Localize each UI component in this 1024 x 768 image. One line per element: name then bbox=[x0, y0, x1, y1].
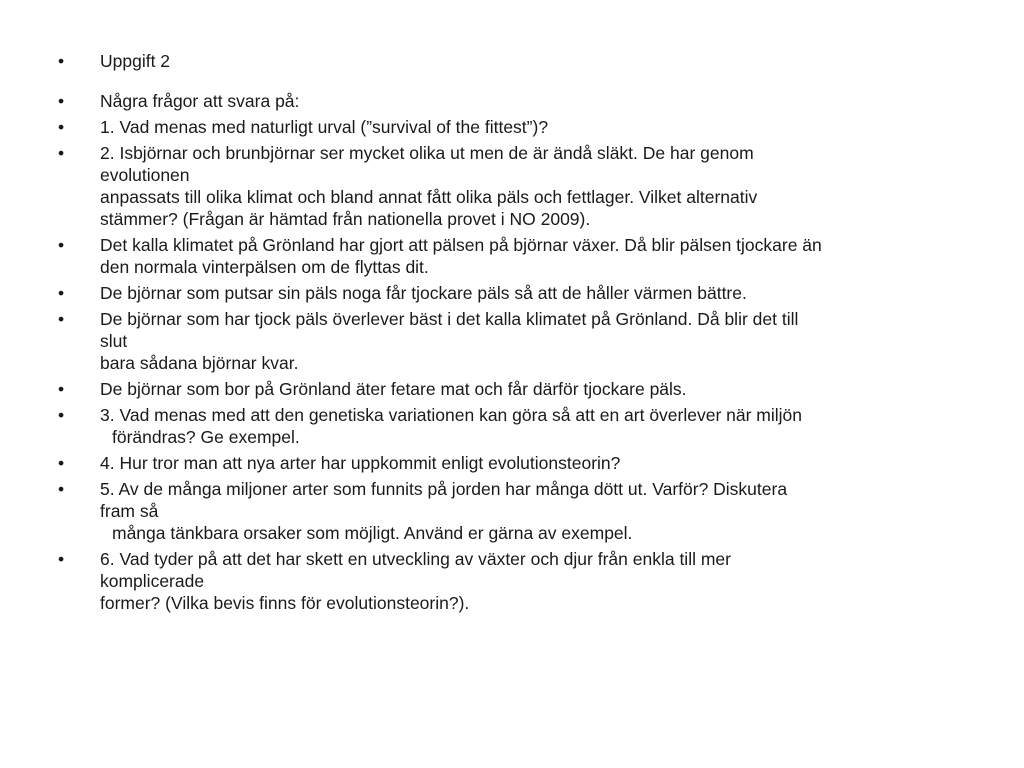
item-text: Några frågor att svara på: bbox=[100, 91, 300, 111]
item-text-line: slut bbox=[100, 331, 128, 351]
bullet-icon: • bbox=[58, 453, 65, 473]
list-item-question-2 bbox=[58, 142, 978, 230]
item-text-line: evolutionen bbox=[100, 165, 190, 185]
bullet-icon: • bbox=[58, 405, 65, 425]
bullet-icon: • bbox=[58, 549, 65, 569]
item-text-line: 3. Vad menas med att den genetiska variationen kan göra så att en art överlever när miljön bbox=[100, 405, 803, 425]
list-item-option-b bbox=[58, 282, 978, 304]
item-text-line: komplicerade bbox=[100, 571, 205, 591]
item-text-line: förändras? Ge exempel. bbox=[112, 427, 300, 447]
bullet-icon: • bbox=[58, 51, 65, 71]
list-item-option-c bbox=[58, 308, 978, 374]
bullet-icon: • bbox=[58, 283, 65, 303]
list-item-intro bbox=[58, 90, 978, 112]
bullet-icon: • bbox=[58, 379, 65, 399]
item-text-line: 6. Vad tyder på att det har skett en utveckling av växter och djur från enkla till mer bbox=[100, 549, 731, 569]
item-text-line: De björnar som har tjock päls överlever bäst i det kalla klimatet på Grönland. Då blir det till bbox=[100, 309, 799, 329]
list-item-question-6 bbox=[58, 548, 978, 614]
item-text-line: många tänkbara orsaker som möjligt. Använd er gärna av exempel. bbox=[112, 523, 633, 543]
item-text-line: fram så bbox=[100, 501, 159, 521]
bullet-icon: • bbox=[58, 143, 65, 163]
list-item-question-5 bbox=[58, 478, 978, 544]
item-text: 4. Hur tror man att nya arter har uppkommit enligt evolutionsteorin? bbox=[100, 453, 621, 473]
item-text: De björnar som bor på Grönland äter fetare mat och får därför tjockare päls. bbox=[100, 379, 687, 399]
item-text: De björnar som putsar sin päls noga får tjockare päls så att de håller värmen bättre. bbox=[100, 283, 747, 303]
item-text-line: 5. Av de många miljoner arter som funnits på jorden har många dött ut. Varför? Diskutera bbox=[100, 479, 788, 499]
bullet-icon: • bbox=[58, 117, 65, 137]
bullet-icon: • bbox=[58, 309, 65, 329]
item-text: Uppgift 2 bbox=[100, 51, 171, 71]
list-item-uppgift bbox=[58, 50, 978, 72]
item-text-line: Det kalla klimatet på Grönland har gjort att pälsen på björnar växer. Då blir pälsen tjockare än bbox=[100, 235, 822, 255]
list-item-question-4 bbox=[58, 452, 978, 474]
list-item-option-d bbox=[58, 378, 978, 400]
item-text-line: 2. Isbjörnar och brunbjörnar ser mycket olika ut men de är ändå släkt. De har genom bbox=[100, 143, 754, 163]
list-item-option-a bbox=[58, 234, 978, 278]
bullet-icon: • bbox=[58, 91, 65, 111]
item-text-line: former? (Vilka bevis finns för evolutionsteorin?). bbox=[100, 593, 470, 613]
bullet-icon: • bbox=[58, 479, 65, 499]
list-item-question-3 bbox=[58, 404, 978, 448]
item-text-line: anpassats till olika klimat och bland annat fått olika päls och fettlager. Vilket alternativ bbox=[100, 187, 758, 207]
item-text-line: den normala vinterpälsen om de flyttas dit. bbox=[100, 257, 429, 277]
item-text-line: bara sådana björnar kvar. bbox=[100, 353, 299, 373]
bullet-icon: • bbox=[58, 235, 65, 255]
bullet-list bbox=[58, 50, 978, 618]
item-text: 1. Vad menas med naturligt urval (”survival of the fittest”)? bbox=[100, 117, 549, 137]
list-item-question-1 bbox=[58, 116, 978, 138]
item-text-line: stämmer? (Frågan är hämtad från nationella provet i NO 2009). bbox=[100, 209, 591, 229]
